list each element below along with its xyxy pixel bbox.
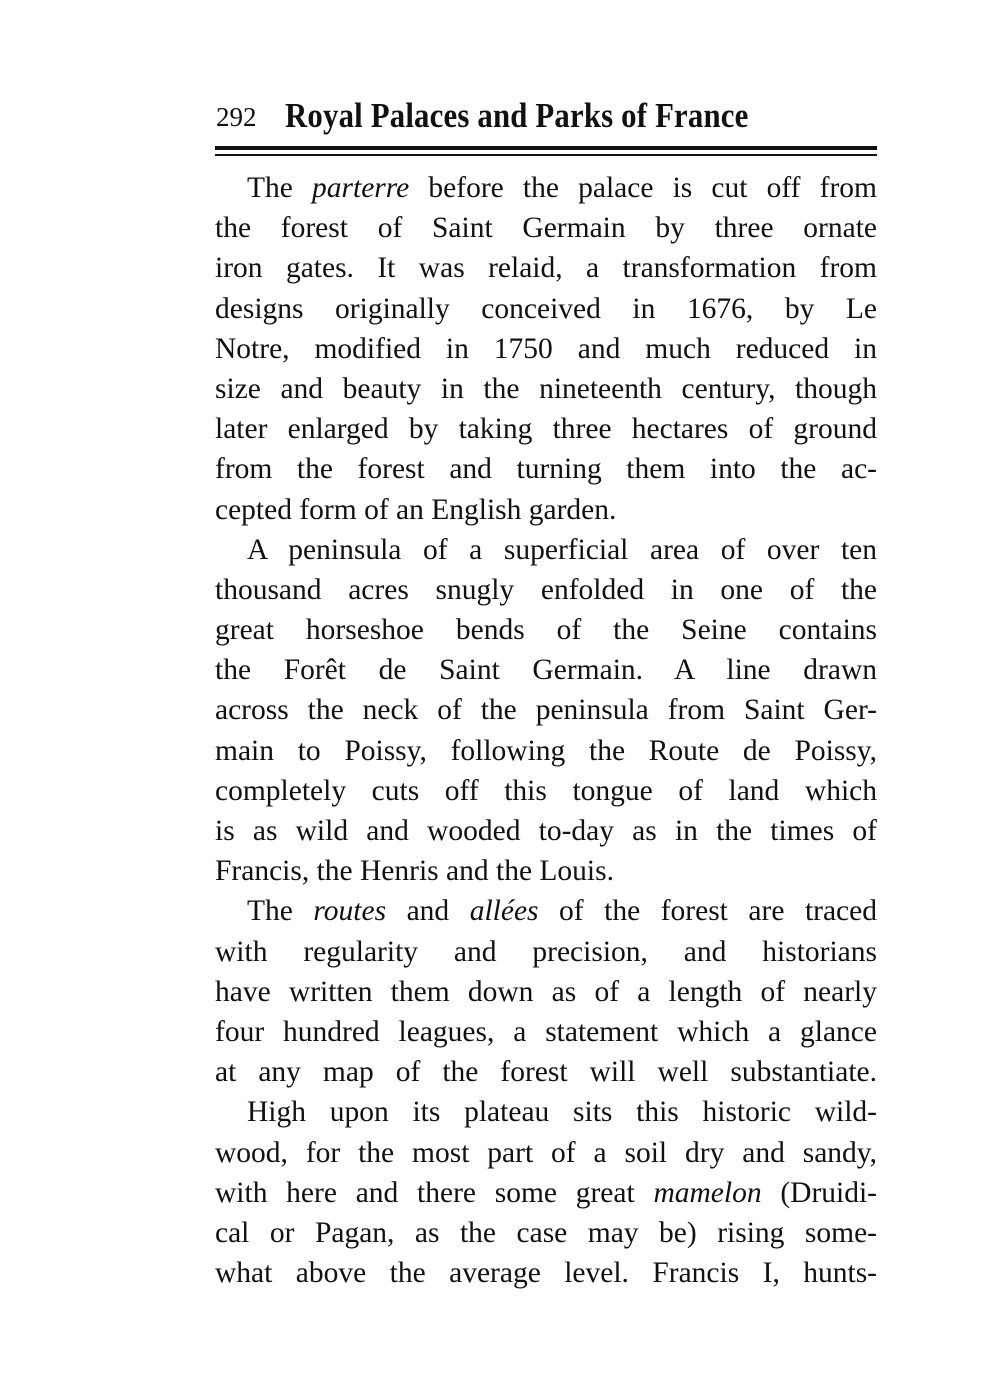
text-line [215,329,877,369]
text-segment: thousand acres snugly enfolded in one of the [215,573,877,606]
text-line [215,208,877,248]
paragraph [215,891,877,1092]
text-line [215,289,877,329]
text-segment: designs originally conceived in 1676, by Le [215,292,877,325]
text-segment: cepted form of an English garden. [215,493,617,526]
text-segment: four hundred leagues, a statement which a glance [215,1015,877,1048]
text-segment: completely cuts off this tongue of land which [215,774,877,807]
text-segment: A peninsula of a superficial area of over ten [247,533,877,566]
text-segment: with here and there some great [215,1176,654,1209]
text-segment: later enlarged by taking three hectares of ground [215,413,877,446]
text-line [215,1133,877,1173]
text-line [215,1052,877,1092]
paragraph [215,1092,877,1293]
text-line [215,811,877,851]
text-segment: have written them down as of a length of nearly [215,975,877,1008]
text-segment: cal or Pagan, as the case may be) rising some- [215,1216,877,1249]
text-line [215,1173,877,1213]
text-line [215,168,877,208]
paragraph [215,168,877,530]
text-segment: The [247,172,313,204]
text-line [215,851,877,891]
text-segment: before the palace is cut off from [409,172,877,204]
text-segment: the forest of Saint Germain by three ornate [215,212,877,245]
text-line [215,530,877,570]
text-segment: and [386,895,470,928]
text-segment: across the neck of the peninsula from Saint Ger- [215,694,877,727]
text-line [215,490,877,530]
text-line [215,248,877,288]
text-segment: High upon its plateau sits this historic wild- [247,1096,877,1129]
text-segment: Francis, the Henris and the Louis. [215,855,614,888]
italic-term: allées [469,895,539,928]
text-segment: main to Poissy, following the Route de Poissy, [215,734,877,767]
text-line [215,891,877,931]
text-line [215,610,877,650]
text-line [215,650,877,690]
text-segment: from the forest and turning them into the ac- [215,453,877,486]
running-title: Royal Palaces and Parks of France [285,96,749,135]
text-segment: of the forest are traced [538,895,877,928]
text-line [215,1012,877,1052]
text-line [215,570,877,610]
text-line [215,731,877,771]
italic-term: routes [313,895,387,928]
text-segment: Notre, modified in 1750 and much reduced in [215,332,877,365]
text-line [215,1213,877,1253]
text-segment: is as wild and wooded to-day as in the times of [215,815,877,847]
text-line [215,1253,877,1293]
header-rule-thick [215,146,877,150]
text-segment: great horseshoe bends of the Seine contains [215,614,877,647]
text-segment: The [247,895,314,928]
text-line [215,972,877,1012]
header-rule-thin [215,154,877,156]
text-line [215,369,877,409]
text-segment: the Forêt de Saint Germain. A line drawn [215,654,877,687]
text-segment: what above the average level. Francis I, hunts- [215,1257,877,1290]
page-number: 292 [216,102,257,132]
text-line [215,932,877,972]
text-segment: at any map of the forest will well substantiate. [215,1056,877,1089]
text-segment: wood, for the most part of a soil dry and sandy, [215,1136,877,1169]
running-header [215,96,877,140]
text-line [215,449,877,489]
text-line [215,409,877,449]
paragraph [215,530,877,892]
text-line [215,690,877,730]
text-segment: size and beauty in the nineteenth century, though [215,372,877,405]
text-segment: with regularity and precision, and historians [215,935,877,968]
italic-term: parterre [312,172,410,204]
text-line [215,771,877,811]
text-segment: iron gates. It was relaid, a transformation from [215,252,877,285]
body-text [215,168,877,1293]
text-segment: (Druidi- [761,1176,878,1209]
text-line [215,1092,877,1132]
italic-term: mamelon [653,1176,762,1209]
